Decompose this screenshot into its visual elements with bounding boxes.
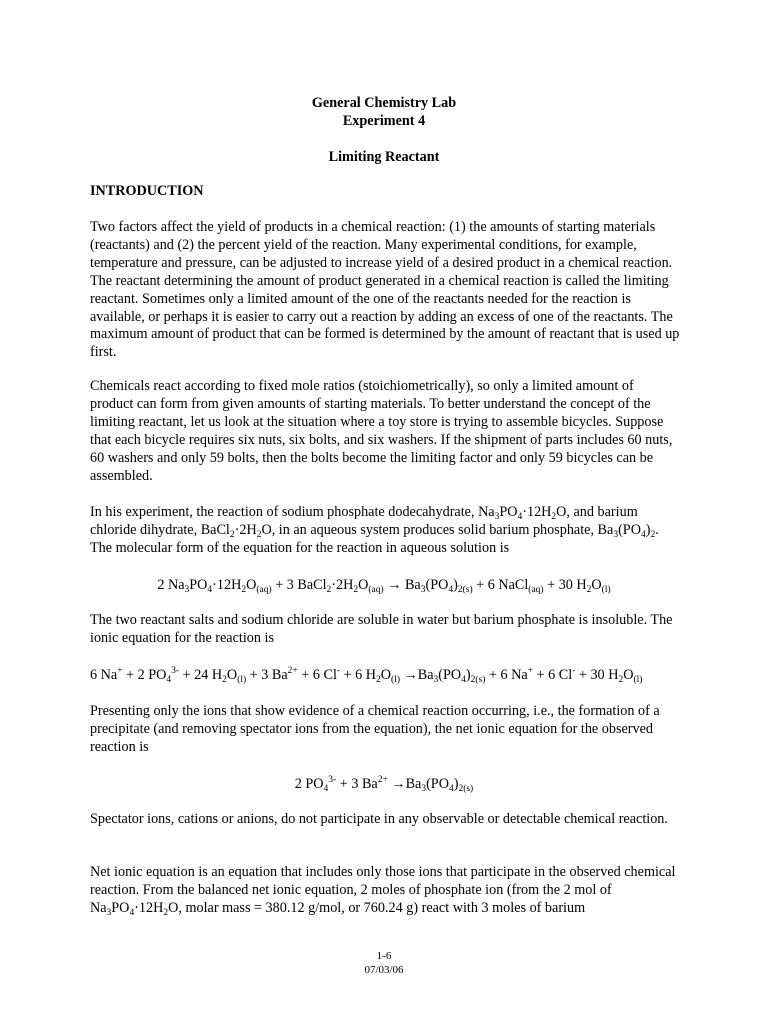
- equation-segment: 2: [586, 585, 592, 595]
- equation-segment: ·2H: [331, 577, 354, 593]
- equation-segment: O: [591, 577, 602, 593]
- equation-segment: + 3 BaCl: [271, 577, 327, 593]
- equation-segment: (PO: [425, 577, 449, 593]
- equation-segment: →Ba: [400, 667, 434, 683]
- equation-segment: 2 Na: [157, 577, 185, 593]
- equation-segment: 4: [448, 784, 454, 794]
- equation-segment: + 6 Cl: [533, 667, 573, 683]
- equation-segment: 3: [420, 585, 426, 595]
- paragraph-solubility: The two reactant salts and sodium chloride are soluble in water but barium phosphate is insoluble. The ionic equation for the reaction is: [90, 612, 673, 646]
- equation-segment: -: [336, 666, 341, 676]
- equation-segment: + 3 Ba: [336, 776, 378, 792]
- equation-segment: + 6 Cl: [297, 667, 337, 683]
- equation-segment: ): [453, 776, 459, 792]
- equation-segment: → Ba: [383, 577, 421, 593]
- equation-segment: + 30 H: [575, 667, 619, 683]
- equation-segment: +: [117, 666, 123, 676]
- equation-segment: 4: [461, 675, 466, 685]
- equation-segment: O: [226, 667, 238, 683]
- equation-segment: 3: [433, 675, 439, 685]
- equation-segment: 6 Na: [90, 667, 118, 683]
- equation-segment: + 3 Ba: [246, 667, 288, 683]
- equation-segment: 2: [326, 585, 332, 595]
- equation-segment: 2: [618, 675, 624, 685]
- section-heading: INTRODUCTION: [90, 183, 204, 199]
- equation-segment: 2 PO: [294, 776, 324, 792]
- paragraph-intro: Two factors affect the yield of products in a chemical reaction: (1) the amounts of starting materials (reactants) and (2) the percent yield of the reaction. Many experimental conditions, for example, temperature and pressure, can be adjusted to increase yield of a desired product in a chemical reaction. The reactant determining the amount of product generated in a chemical reaction is called the limiting reactant. Sometimes only a limited amount of the one of the reactants needed for the reaction is available, or perhaps it is easier to carry out a reaction by adding an excess of one of the reactants. The maximum amount of product that can be formed is determined by the amount of reactant that is used up first.: [90, 219, 680, 361]
- equation-segment: O: [358, 577, 369, 593]
- molecular-equation: [0, 576, 768, 594]
- net-ionic-equation: [0, 775, 768, 793]
- equation-segment: (aq): [528, 585, 544, 595]
- equation-segment: + 24 H: [179, 667, 223, 683]
- equation-segment: 2: [222, 675, 227, 685]
- equation-segment: +: [527, 666, 534, 676]
- equation-segment: (l): [601, 585, 611, 595]
- equation-segment: (PO: [438, 667, 462, 683]
- equation-segment: O: [380, 667, 392, 683]
- equation-segment: 2: [376, 675, 381, 685]
- equation-segment: (l): [391, 675, 401, 685]
- equation-segment: 2(s): [458, 784, 474, 794]
- equation-segment: + 6 NaCl: [472, 577, 529, 593]
- equation-segment: ·12H: [212, 577, 242, 593]
- equation-segment: O: [246, 577, 257, 593]
- equation-segment: ): [453, 577, 458, 593]
- equation-segment: 3: [421, 784, 427, 794]
- equation-segment: (PO: [426, 776, 449, 792]
- equation-segment: 2+: [377, 775, 388, 785]
- equation-segment: 2: [353, 585, 359, 595]
- equation-segment: ): [465, 667, 471, 683]
- equation-segment: 3-: [328, 775, 337, 785]
- equation-segment: + 2 PO: [122, 667, 167, 683]
- equation-segment: (l): [633, 675, 643, 685]
- equation-segment: 2(s): [470, 675, 486, 685]
- equation-segment: + 6 H: [340, 667, 377, 683]
- equation-segment: PO: [189, 577, 208, 593]
- equation-segment: 4: [166, 675, 172, 685]
- equation-segment: (aq): [256, 585, 272, 595]
- equation-segment: (aq): [368, 585, 384, 595]
- equation-segment: 2+: [287, 666, 298, 676]
- paragraph-stoichiometry: Chemicals react according to fixed mole ratios (stoichiometrically), so only a limited amount of product can form from given amounts of starting materials. To better understand the concept of the limiting reactant, let us look at the situation where a toy store is trying to assemble bicycles. Suppose that each bicycle requires six nuts, six bolts, and six washers. If the shipment of parts includes 60 nuts, 60 washers and only 59 bolts, then the bolts become the limiting factor and only 59 bicycles can be assembled.: [90, 378, 673, 484]
- equation-segment: →Ba: [387, 776, 422, 792]
- paragraph-net-ionic-intro: Presenting only the ions that show evidence of a chemical reaction occurring, i.e., the formation of a precipitate (and removing spectator ions from the equation), the net ionic equation for the observed reaction is: [90, 703, 660, 755]
- equation-segment: -: [572, 666, 576, 676]
- equation-segment: 3: [184, 585, 190, 595]
- equation-segment: 4: [207, 585, 213, 595]
- course-title: General Chemistry Lab: [311, 95, 457, 111]
- paragraph-spectator-ions: Spectator ions, cations or anions, do not participate in any observable or detectable chemical reaction.: [90, 811, 668, 827]
- equation-segment: 4: [323, 784, 329, 794]
- equation-segment: O: [623, 667, 634, 683]
- equation-segment: 2(s): [457, 585, 473, 595]
- equation-segment: (l): [237, 675, 247, 685]
- experiment-number: Experiment 4: [342, 113, 426, 129]
- equation-segment: 4: [448, 585, 454, 595]
- page-number: 1-6: [376, 950, 392, 962]
- page-title: Limiting Reactant: [328, 149, 440, 165]
- equation-segment: + 6 Na: [485, 667, 528, 683]
- ionic-equation: [90, 666, 642, 684]
- paragraph-net-ionic-definition: Net ionic equation is an equation that includes only those ions that participate in the observed chemical reaction. From the balanced net ionic equation, 2 moles of phosphate ion (from the 2 mol of $Na_3PO_4\cdot 12H_2O$, molar mass = 380.12 g/mol, or 760.24 g) react with 3 moles of barium: [90, 864, 676, 918]
- equation-segment: 2: [241, 585, 247, 595]
- equation-segment: 3-: [171, 666, 180, 676]
- paragraph-reaction-description: In his experiment, the reaction of sodium phosphate dodecahydrate, $Na_3PO_4\cdot 12H_2O$, and barium chloride dihydrate, $BaCl_2\cdot 2H_2O$, in an aqueous system produces solid barium phosphate, $Ba_3(PO_4)_2$. The molecular form of the equation for the reaction in aqueous solution is: [90, 504, 659, 556]
- revision-date: 07/03/06: [364, 964, 404, 976]
- equation-segment: + 30 H: [543, 577, 587, 593]
